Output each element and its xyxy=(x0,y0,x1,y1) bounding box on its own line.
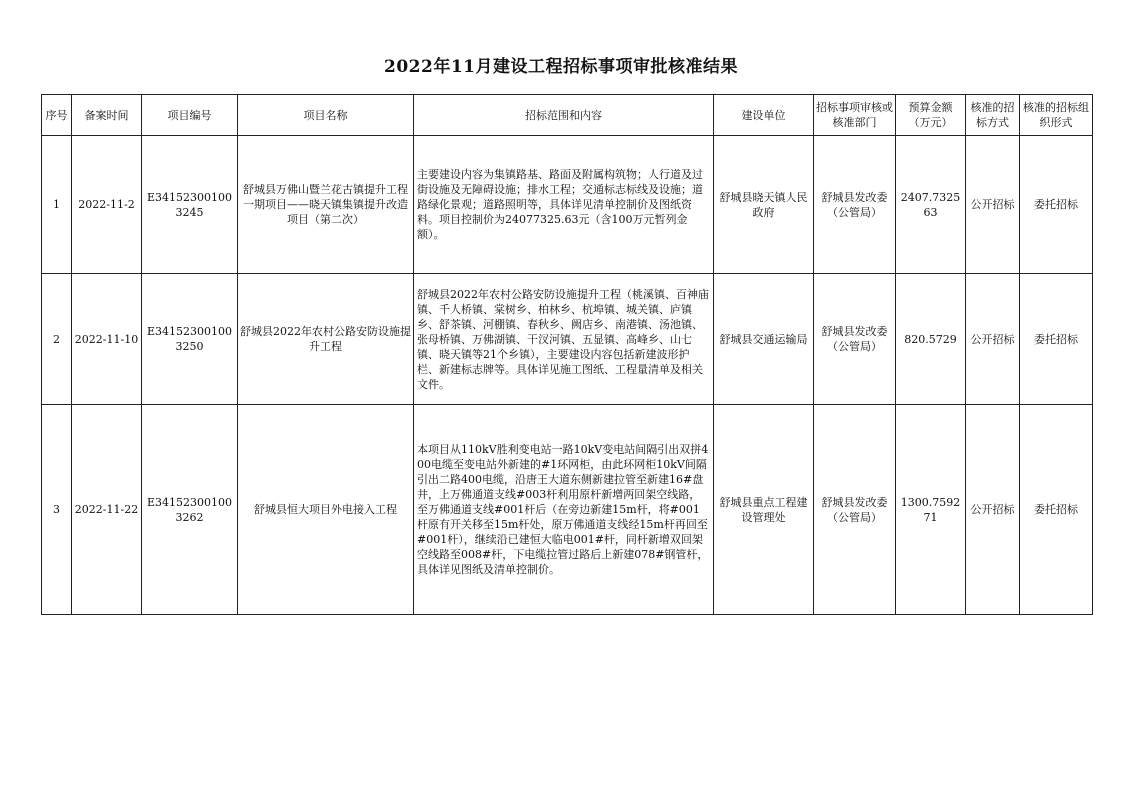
cell-scope xyxy=(414,405,714,615)
cell-no: 2 xyxy=(42,274,72,405)
cell-budget: 1300.759271 xyxy=(896,405,966,615)
cell-no: 1 xyxy=(42,136,72,274)
cell-name: 舒城县恒大项目外电接入工程 xyxy=(238,405,414,615)
cell-date: 2022-11-10 xyxy=(72,274,142,405)
cell-name: 舒城县万佛山暨兰花古镇提升工程一期项目——晓天镇集镇提升改造项目（第二次） xyxy=(238,136,414,274)
header-row xyxy=(42,95,1093,136)
cell-code: E341523001003262 xyxy=(142,405,238,615)
page-title: 2022年11月建设工程招标事项审批核准结果 xyxy=(384,57,738,77)
cell-unit: 舒城县晓天镇人民政府 xyxy=(714,136,814,274)
cell-method: 公开招标 xyxy=(966,136,1020,274)
cell-unit: 舒城县交通运输局 xyxy=(714,274,814,405)
cell-date: 2022-11-22 xyxy=(72,405,142,615)
cell-date: 2022-11-2 xyxy=(72,136,142,274)
approval-table xyxy=(41,94,1093,615)
cell-code: E341523001003250 xyxy=(142,274,238,405)
cell-org: 委托招标 xyxy=(1020,274,1093,405)
col-header-org: 核准的招标组织形式 xyxy=(1020,95,1093,136)
scope-text: 本项目从110kV胜利变电站一路10kV变电站间隔引出双拼400电缆至变电站外新建的#1环网柜，由此环网柜10kV间隔引出二路400电缆，沿唐王大道东侧新建拉管至新建16#盘井，上万佛通道支线#003杆利用原杆新增两回架空线路，至万佛通道支线#001杆后（在旁边新建15m杆，将#001杆原有开关移至15m杆处，原万佛通道支线经15m杆再回至#001杆），继续沿已建恒大临电001#杆，同杆新增双回架空线路至008#杆，下电缆拉管过路后上新建078#钢管杆，具体详见图纸及清单控制价。 xyxy=(417,443,709,576)
cell-code: E341523001003245 xyxy=(142,136,238,274)
cell-budget: 820.5729 xyxy=(896,274,966,405)
col-header-date: 备案时间 xyxy=(72,95,142,136)
scope-text: 主要建设内容为集镇路基、路面及附属构筑物；人行道及过街设施及无障碍设施；排水工程；交通标志标线及设施；道路绿化景观；道路照明等，具体详见清单控制价及图纸资料。项目控制价为24077325.63元（含100万元暂列金额）。 xyxy=(417,168,703,241)
cell-budget: 2407.732563 xyxy=(896,136,966,274)
cell-method: 公开招标 xyxy=(966,405,1020,615)
cell-org: 委托招标 xyxy=(1020,136,1093,274)
cell-method: 公开招标 xyxy=(966,274,1020,405)
cell-org: 委托招标 xyxy=(1020,405,1093,615)
col-header-scope: 招标范围和内容 xyxy=(414,95,714,136)
col-header-unit: 建设单位 xyxy=(714,95,814,136)
col-header-name: 项目名称 xyxy=(238,95,414,136)
cell-unit: 舒城县重点工程建设管理处 xyxy=(714,405,814,615)
col-header-no: 序号 xyxy=(42,95,72,136)
cell-dept: 舒城县发改委（公管局） xyxy=(814,136,896,274)
cell-no: 3 xyxy=(42,405,72,615)
cell-dept: 舒城县发改委（公管局） xyxy=(814,405,896,615)
cell-scope xyxy=(414,274,714,405)
col-header-dept: 招标事项审核或核准部门 xyxy=(814,95,896,136)
col-header-budget: 预算金额（万元） xyxy=(896,95,966,136)
table-row xyxy=(42,136,1093,274)
table-row xyxy=(42,405,1093,615)
cell-name: 舒城县2022年农村公路安防设施提升工程 xyxy=(238,274,414,405)
scope-text: 舒城县2022年农村公路安防设施提升工程（桃溪镇、百神庙镇、千人桥镇、棠树乡、柏林乡、杭埠镇、城关镇、庐镇乡、舒茶镇、河棚镇、春秋乡、阙店乡、南港镇、汤池镇、张母桥镇、万佛湖镇、干汊河镇、五显镇、高峰乡、山七镇、晓天镇等21个乡镇），主要建设内容包括新建波形护栏、新建标志牌等。具体详见施工图纸、工程量清单及相关文件。 xyxy=(417,287,709,391)
col-header-method: 核准的招标方式 xyxy=(966,95,1020,136)
table-row xyxy=(42,274,1093,405)
col-header-code: 项目编号 xyxy=(142,95,238,136)
cell-scope xyxy=(414,136,714,274)
cell-dept: 舒城县发改委（公管局） xyxy=(814,274,896,405)
